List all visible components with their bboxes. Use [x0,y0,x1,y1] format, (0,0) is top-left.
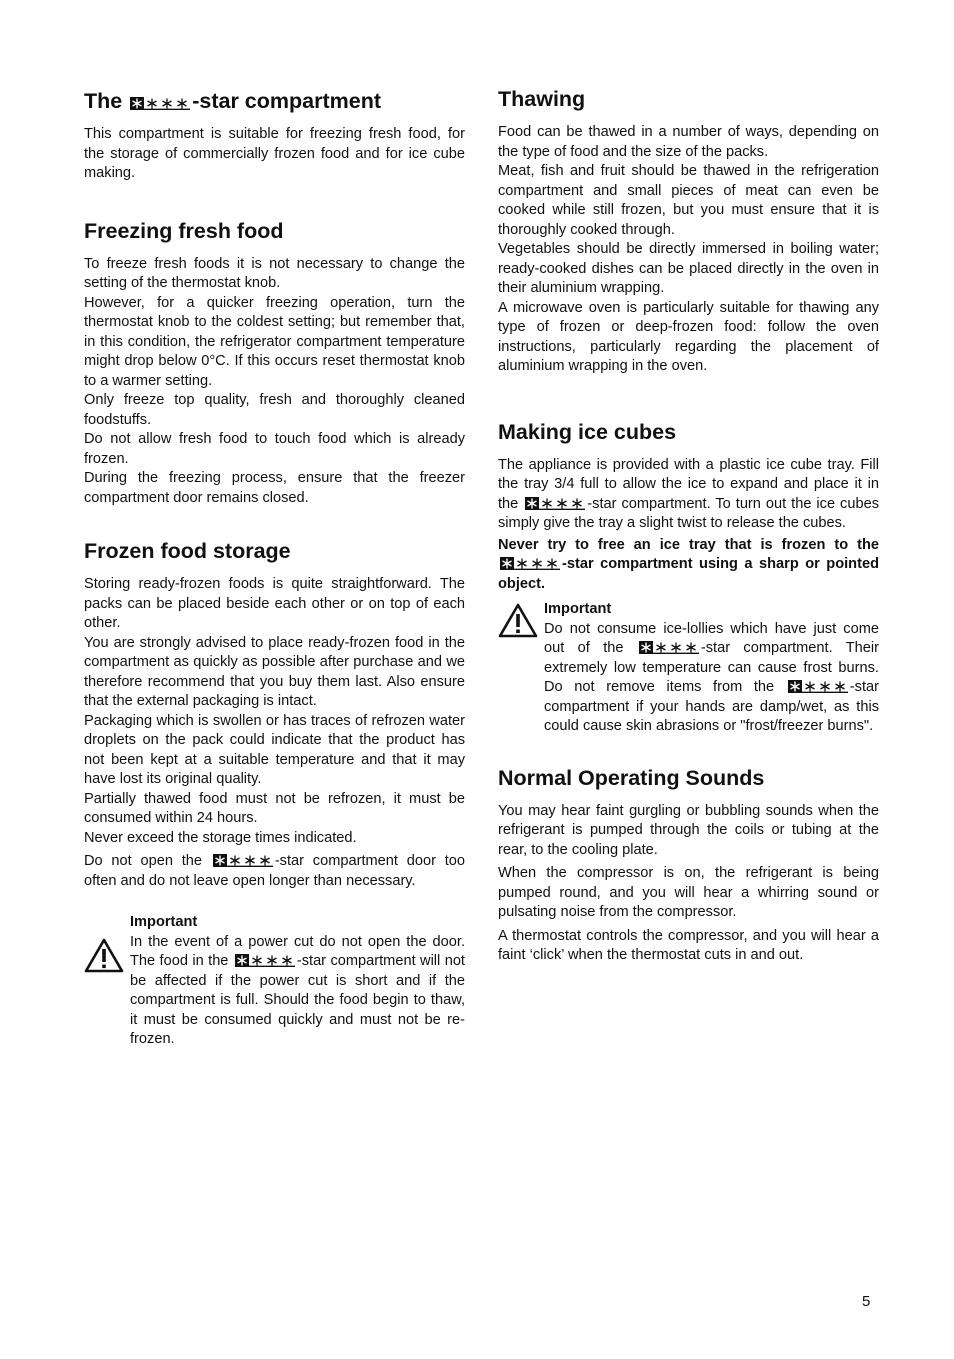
paragraph: Packaging which is swollen or has traces of refrozen water droplets on the pack could indicate that the product has not been kept at a suitable temperature and that it may have lost its original quality. [84,712,465,787]
section-title: The -star compartment [84,89,381,113]
paragraph: A thermostat controls the compressor, and you will hear a faint ‘click’ when the thermostat cuts in and out. [498,927,879,963]
four-star-freezer-icon [500,557,560,569]
warning-triangle-icon [498,602,538,638]
paragraph: Do not consume ice-lollies which have just come out of the -star compartment. Their extremely low temperature can cause frost burns. Do not remove items from the -star compartment if your hands are damp/wet, as this could cause skin abrasions or "frost/freezer burns". [544,620,880,734]
four-star-freezer-icon [525,497,585,509]
section-title: Making ice cubes [498,419,677,444]
paragraph: Food can be thawed in a number of ways, depending on the type of food and the size of the packs. [498,124,879,160]
right-column [498,86,879,994]
paragraph: Never try to free an ice tray that is frozen to the -star compartment using a sharp or pointed object. [498,536,879,592]
four-star-freezer-icon [235,954,295,966]
section-freezing-fresh-food [84,218,465,509]
four-star-freezer-icon [213,854,273,866]
paragraph: You are strongly advised to place ready-frozen food in the compartment as quickly as possible after purchase and we therefore recommend that you buy them last. Also ensure that the external packaging is intact. [84,634,465,709]
paragraph: Do not allow fresh food to touch food which is already frozen. [84,431,465,467]
warning-triangle-icon [84,937,124,973]
paragraph: Only freeze top quality, fresh and thoroughly cleaned foodstuffs. [84,392,465,428]
paragraph: Never exceed the storage times indicated. [84,829,357,846]
page-number: 5 [862,1293,871,1310]
paragraph: You may hear faint gurgling or bubbling sounds when the refrigerant is pumped through the coils or tubing at the rear, to the cooling plate. [498,802,879,858]
paragraph: In the event of a power cut do not open the door. The food in the -star compartment will not be affected if the power cut is short and if the compartment is full. Should the food begin to thaw, it must be consumed quickly and must not be re-frozen. [130,933,465,1047]
paragraph: This compartment is suitable for freezing fresh food, for the storage of commercially frozen food and for ice cube making. [84,126,465,181]
paragraph: Storing ready-frozen foods is quite straightforward. The packs can be placed beside each other or on top of each other. [84,576,465,631]
important-notice [84,913,465,1050]
paragraph: Partially thawed food must not be refrozen, it must be consumed within 24 hours. [84,790,465,826]
paragraph: However, for a quicker freezing operation, turn the thermostat knob to the coldest setting; but remember that, in this condition, the refrigerator compartment temperature might drop below 0°C. If this occurs reset thermostat knob to a warmer setting. [84,294,465,389]
important-title: Important [544,601,612,617]
section-normal-operating-sounds [498,765,879,966]
section-frozen-food-storage [84,538,465,1050]
section-title: Freezing fresh food [84,218,284,243]
four-star-freezer-icon [130,97,190,109]
paragraph: Vegetables should be directly immersed in boiling water; ready-cooked dishes can be placed directly in the oven in their aluminium wrapping. [498,241,879,296]
section-star-compartment [84,88,465,184]
section-thawing [498,86,879,377]
four-star-freezer-icon [639,641,699,653]
paragraph: Meat, fish and fruit should be thawed in the refrigeration compartment and small pieces of meat can even be cooked while still frozen, but you must ensure that it is thoroughly cooked through. [498,163,879,238]
paragraph: The appliance is provided with a plastic ice cube tray. Fill the tray 3/4 full to allow the ice to expand and place it in the -star compartment. To turn out the ice cubes simply give the tray a slight twist to release the cubes. [498,456,879,531]
four-star-freezer-icon [788,680,848,692]
section-title: Frozen food storage [84,539,291,563]
section-making-ice-cubes [498,419,879,737]
section-title: Thawing [498,87,586,111]
left-column [84,88,465,1078]
section-title: Normal Operating Sounds [498,765,765,790]
important-notice [498,600,879,737]
paragraph: Do not open the -star compartment door too often and do not leave open longer than necessary. [84,853,465,889]
paragraph: To freeze fresh foods it is not necessary to change the setting of the thermostat knob. [84,255,465,291]
paragraph: A microwave oven is particularly suitable for thawing any type of frozen or deep-frozen food: follow the oven instructions, particularly regarding the placement of aluminium wrapping in the oven. [498,299,879,374]
paragraph: When the compressor is on, the refrigerant is being pumped round, and you will hear a whirring sound or pulsating noise from the compressor. [498,865,879,920]
paragraph: During the freezing process, ensure that the freezer compartment door remains closed. [84,470,465,506]
important-title: Important [130,914,198,930]
